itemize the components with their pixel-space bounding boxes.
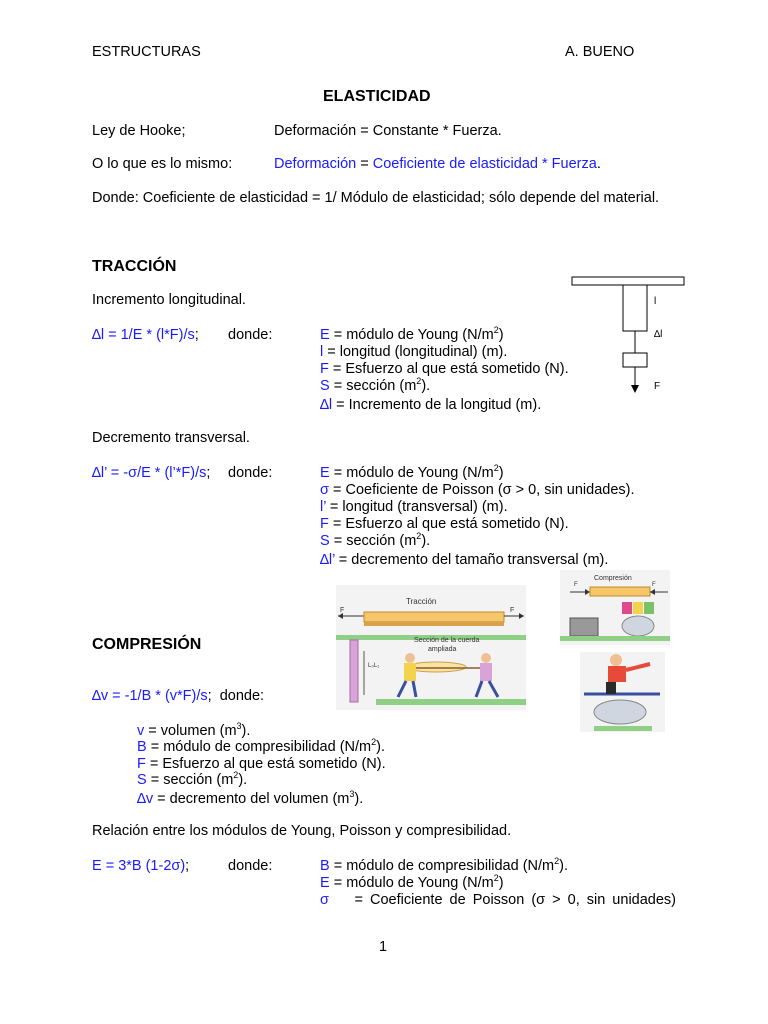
force-arrow [631,385,639,393]
def-text: = Incremento de la longitud (m). [332,397,542,413]
tension-bar-shadow [364,622,504,626]
def2-esfuerzo [320,516,569,533]
header-right: A. BUENO [565,44,635,60]
decremento-donde: donde: [228,465,273,481]
box-green [644,602,654,614]
def-tail: ). [238,772,248,788]
traction-illustration [336,585,526,710]
def-text: = módulo de compresibilidad (N/m [146,739,372,755]
def3-compresibilidad [137,739,385,756]
def-text: = Esfuerzo al que está sometido (N). [328,516,569,532]
f-left-label: F [574,582,578,588]
def-tail: ). [559,858,568,874]
tension-bar [364,612,504,622]
relacion-formula [92,858,189,875]
ground-strip [594,726,652,731]
def-sup: 2 [416,531,422,541]
traccion-formula [92,327,199,344]
def-symbol: E [320,465,330,481]
def3-decremento [137,791,363,808]
def-symbol: F [320,361,329,377]
compresion-donde: donde: [219,688,265,704]
person-head [610,654,622,666]
def-text: = decremento del volumen (m [153,791,350,807]
decremento-formula-expr: ∆l’ = -σ/E * (l’*F)/s [92,465,207,481]
def4-poisson [320,892,676,909]
traccion-formula-expr: ∆l = 1/E * (l*F)/s [92,327,195,343]
def-symbol: E [320,327,330,343]
compression-person-illustration [580,652,665,732]
def-tail: ). [354,791,364,807]
bar-body [623,285,647,331]
person-right-body [480,663,492,681]
equals-text: = [356,156,373,172]
def-text: = Esfuerzo al que está sometido (N). [328,361,569,377]
def-symbol: ∆l’ [320,552,335,568]
def-sup: 3 [236,721,242,731]
ceiling-support [572,277,684,285]
box-pink [622,602,632,614]
def-symbol: l’ [320,499,326,515]
def-symbol: F [320,516,329,532]
fig-label-dl: ∆l [654,329,663,340]
def-longitud [320,344,507,361]
header-left: ESTRUCTURAS [92,44,201,60]
def2-poisson [320,482,635,499]
def2-seccion [320,533,430,550]
hooke-label-2: O lo que es lo mismo: [92,156,233,172]
relacion-donde: donde: [228,858,273,874]
def-symbol: ∆l [320,397,333,413]
fig-label-l: l [654,296,657,307]
def-text: = Coeficiente de Poisson (σ > 0, sin unidades). [328,482,635,498]
def-sup: 2 [493,873,499,883]
compressed-bar [590,587,650,596]
def-sup: 3 [349,789,355,799]
decremento-formula [92,465,210,482]
def-symbol: B [320,858,330,874]
ground-strip [560,636,670,641]
def-tail: ) [498,327,504,343]
decremento-label: Decremento transversal. [92,430,250,446]
def-tail: ) [498,465,504,481]
def-tail: ). [376,739,385,755]
person-left-body [404,663,416,681]
fig-label-f: F [654,381,661,392]
def-text: = módulo de Young (N/m [329,465,494,481]
def-esfuerzo [320,361,569,378]
compresion-formula-expr: ∆v = -1/B * (v*F)/s [92,688,208,704]
seccion-caption: Sección de la cuerda [414,637,480,644]
traccion-caption: Tracción [406,597,437,606]
def-sup: 2 [233,770,239,780]
def2-young [320,465,504,482]
floor-strip [376,699,526,705]
page-number: 1 [379,939,388,955]
def-text: = Esfuerzo al que está sometido (N). [145,756,386,772]
def-seccion [320,378,430,395]
def-sup: 2 [416,376,422,386]
def-incremento [320,397,541,414]
compression-illustration [560,570,670,645]
compresion-heading: COMPRESIÓN [92,636,202,653]
hanging-bar [350,640,358,702]
relacion-text: Relación entre los módulos de Young, Poisson y compresibilidad. [92,823,512,839]
def-tail: ). [421,378,431,394]
person-legs [606,682,616,694]
def-text: = Coeficiente de Poisson (σ > 0, sin unidades) [354,892,676,908]
person-right-head [481,653,491,663]
block-gray [570,618,598,636]
def-text: = volumen (m [144,723,237,739]
compressed-cushion [594,700,646,724]
hooke-formula: Deformación = Constante * Fuerza. [274,123,502,139]
def-symbol: S [320,378,330,394]
def-text: = módulo de compresibilidad (N/m [329,858,555,874]
def-text: = módulo de Young (N/m [329,875,494,891]
def-text: = sección (m [329,378,417,394]
def4-compresibilidad [320,858,568,875]
relacion-formula-expr: E = 3*B (1-2σ) [92,858,186,874]
def-symbol: σ [320,892,329,908]
semicolon: ; [185,858,190,874]
semicolon: ; [207,688,212,704]
donde-paragraph: Donde: Coeficiente de elasticidad = 1/ Módulo de elasticidad; sólo depende del material. [92,190,660,206]
def-symbol: B [137,739,147,755]
traccion-heading: TRACCIÓN [92,258,177,275]
def3-volumen [137,723,250,740]
semicolon: ; [194,327,199,343]
person-left-head [405,653,415,663]
def-text: = longitud (longitudinal) (m). [323,344,508,360]
coeficiente-text: Coeficiente de elasticidad * Fuerza [372,156,597,172]
box-yellow [633,602,643,614]
def-young [320,327,504,344]
person-body [608,666,626,682]
traccion-donde: donde: [228,327,273,343]
def-symbol: S [320,533,330,549]
def-symbol: S [137,772,147,788]
weight-block [623,353,647,367]
def-tail: ). [241,723,251,739]
def-text: = módulo de Young (N/m [329,327,494,343]
def-text: = sección (m [329,533,417,549]
def-sup: 2 [554,856,560,866]
def-text: = longitud (transversal) (m). [325,499,508,515]
def-text: = decremento del tamaño transversal (m). [334,552,609,568]
def-symbol: ∆v [137,791,154,807]
def-sup: 2 [493,463,499,473]
def-symbol: σ [320,482,329,498]
deformacion-text: Deformación [274,156,357,172]
def-symbol: E [320,875,330,891]
def-tail: ). [421,533,431,549]
hooke-label: Ley de Hooke; [92,123,186,139]
l0-label: L₀L₁ [368,663,380,669]
f-right-label: F [652,582,656,588]
f-right-label: F [510,607,515,614]
compresion-formula [92,688,264,705]
def3-seccion [137,772,247,789]
def-text: = sección (m [146,772,234,788]
def-sup: 2 [493,325,499,335]
period-text: . [596,156,601,172]
def-symbol: v [137,723,145,739]
def-sup: 2 [371,737,377,747]
def-symbol: F [137,756,146,772]
compresion-caption: Compresión [594,575,632,582]
def-symbol: l [320,344,324,360]
hooke-formula-2 [274,156,601,173]
f-left-label: F [340,607,345,614]
def4-young [320,875,504,892]
def2-longitud [320,499,508,516]
page-title: ELASTICIDAD [323,88,431,105]
def3-esfuerzo [137,756,386,773]
incremento-label: Incremento longitudinal. [92,292,246,308]
ampliada-caption: ampliada [428,646,457,653]
semicolon: ; [206,465,211,481]
cushion [622,616,654,636]
def-tail: ) [498,875,504,891]
tension-diagram [568,275,688,405]
def2-decremento [320,552,608,569]
